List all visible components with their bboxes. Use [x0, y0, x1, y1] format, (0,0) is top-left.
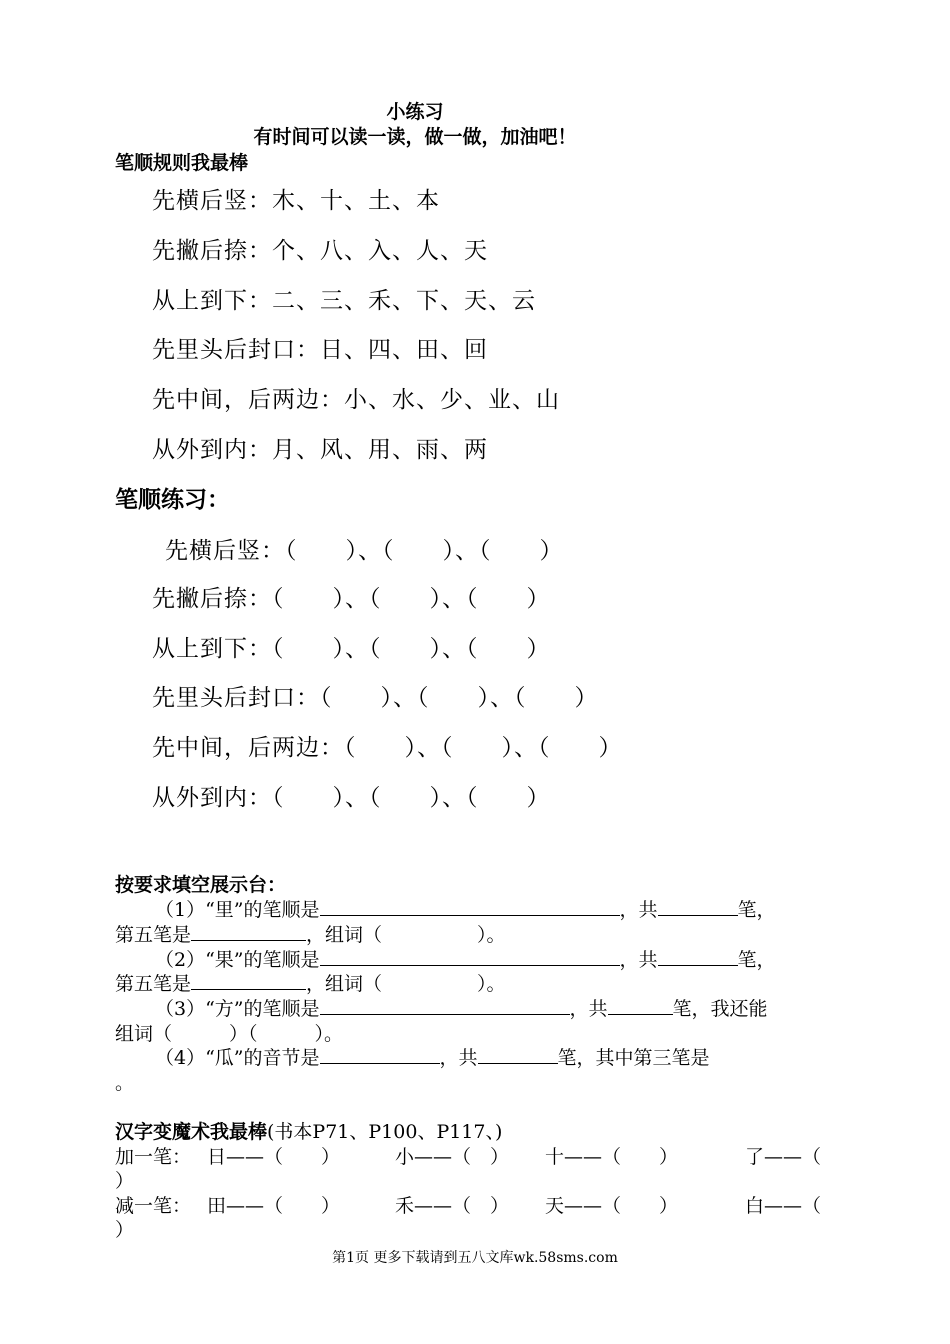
practice-line: 先撇后捺：（ ）、（ ）、（ ）: [152, 586, 551, 612]
add-stroke-tail: ）: [115, 1170, 135, 1192]
remove-stroke-label: 减一笔：: [115, 1195, 192, 1217]
add-stroke-item: 十——（ ）: [545, 1146, 679, 1168]
page-subtitle: 有时间可以读一读，做一做，加油吧！: [253, 126, 577, 148]
section-heading-magic: 汉字变魔术我最棒(书本P71、P100、P117、): [115, 1121, 503, 1143]
question-3-line-2: 组词（ ）（ ）。: [115, 1023, 344, 1045]
answer-blank[interactable]: [478, 1045, 558, 1064]
question-4-line-1: （4）“瓜”的音节是 ，共 笔，其中第三笔是: [155, 1047, 710, 1069]
answer-blank[interactable]: [191, 971, 306, 990]
question-4-line-2: 。: [115, 1072, 135, 1094]
practice-line: 先中间，后两边：（ ）、（ ）、（ ）: [152, 735, 623, 761]
answer-blank[interactable]: [658, 897, 738, 916]
remove-stroke-item: 白——（: [745, 1195, 822, 1217]
answer-blank[interactable]: [608, 996, 673, 1015]
question-1-line-1: （1）“里”的笔顺是 ，共 笔，: [155, 899, 776, 921]
section-heading-stroke-rules: 笔顺规则我最棒: [115, 152, 249, 174]
answer-blank[interactable]: [191, 922, 306, 941]
question-2-line-1: （2）“果”的笔顺是 ，共 笔，: [155, 949, 776, 971]
rule-line: 先横后竖：木、十、土、本: [152, 188, 440, 214]
question-2-line-2: 第五笔是 ，组词（ ）。: [115, 973, 506, 995]
rule-line: 从上到下：二、三、禾、下、天、云: [152, 288, 536, 314]
add-stroke-item: 了——（: [745, 1146, 822, 1168]
section-heading-stroke-practice: 笔顺练习：: [115, 487, 230, 513]
section-heading-fill-blanks: 按要求填空展示台：: [115, 874, 287, 896]
rule-line: 先里头后封口：日、四、田、回: [152, 337, 488, 363]
rule-line: 从外到内：月、风、用、雨、两: [152, 437, 488, 463]
page-title: 小练习: [386, 101, 444, 123]
answer-blank[interactable]: [320, 996, 570, 1015]
answer-blank[interactable]: [320, 1045, 440, 1064]
practice-line: 从外到内：（ ）、（ ）、（ ）: [152, 785, 551, 811]
answer-blank[interactable]: [658, 947, 738, 966]
remove-stroke-item: 禾——（ ）: [395, 1195, 510, 1217]
page-footer: 第1页 更多下载请到五八文库wk.58sms.com: [332, 1250, 618, 1266]
remove-stroke-item: 田——（ ）: [207, 1195, 341, 1217]
question-1-line-2: 第五笔是 ，组词（ ）。: [115, 924, 506, 946]
remove-stroke-item: 天——（ ）: [545, 1195, 679, 1217]
remove-stroke-tail: ）: [115, 1219, 135, 1241]
add-stroke-item: 小——（ ）: [395, 1146, 510, 1168]
add-stroke-item: 日——（ ）: [207, 1146, 341, 1168]
practice-line: 先横后竖：（ ）、（ ）、（ ）: [165, 538, 564, 564]
rule-line: 先撇后捺：个、八、入、人、天: [152, 238, 488, 264]
rule-line: 先中间，后两边：小、水、少、业、山: [152, 387, 560, 413]
practice-line: 先里头后封口：（ ）、（ ）、（ ）: [152, 685, 599, 711]
add-stroke-label: 加一笔：: [115, 1146, 192, 1168]
question-3-line-1: （3）“方”的笔顺是 ，共 笔，我还能: [155, 998, 768, 1020]
practice-line: 从上到下：（ ）、（ ）、（ ）: [152, 636, 551, 662]
answer-blank[interactable]: [320, 897, 620, 916]
answer-blank[interactable]: [320, 947, 620, 966]
